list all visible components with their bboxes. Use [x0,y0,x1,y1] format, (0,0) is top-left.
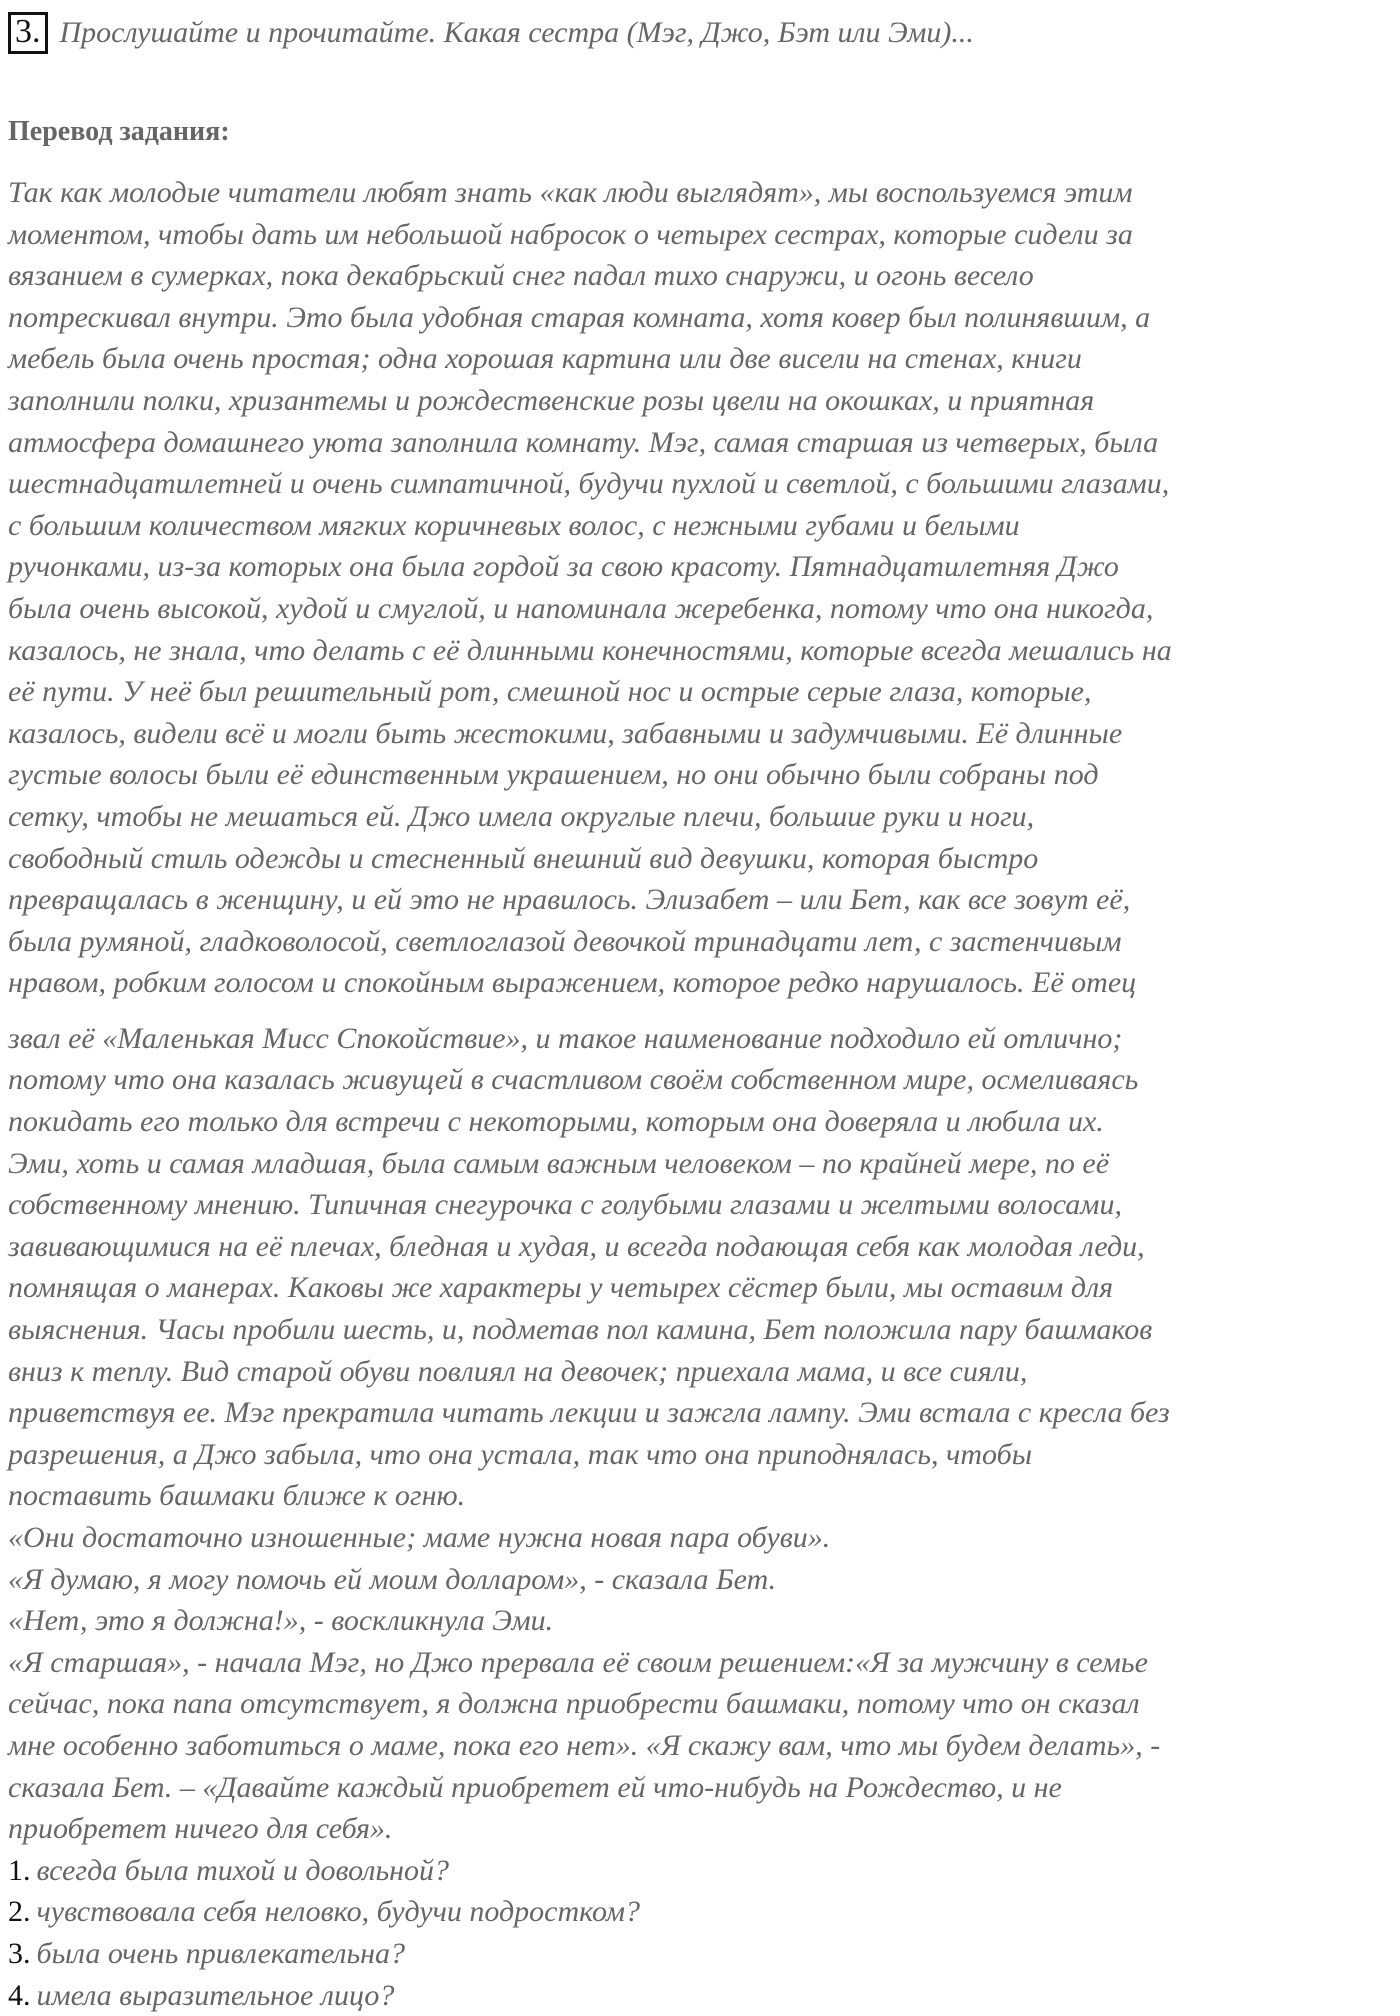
text-line: приобретет ничего для себя». [8,1812,393,1846]
text-line: превращалась в женщину, и ей это не нравилось. Элизабет – или Бет, как все зовут её, [8,883,1131,917]
text-line: была очень высокой, худой и смуглой, и напоминала жеребенка, потому что она никогда, [8,591,1154,625]
question-number: 1. [8,1853,31,1887]
text-line: «Я думаю, я могу помочь ей моим долларом», - сказала Бет. [8,1562,777,1596]
text-line: казалось, видели всё и могли быть жестокими, забавными и задумчивыми. Её длинные [8,716,1123,750]
translation-text [8,172,1393,2016]
text-line: «Я старшая», - начала Мэг, но Джо прервала её своим решением:«Я за мужчину в семье [8,1645,1148,1679]
text-line: покидать его только для встречи с некоторыми, которым она доверяла и любила их. [8,1105,1104,1139]
text-line: собственному мнению. Типичная снегурочка с голубыми глазами и желтыми волосами, [8,1188,1122,1222]
question-number: 2. [8,1895,31,1929]
text-line: заполнили полки, хризантемы и рождественские розы цвели на окошках, и приятная [8,383,1095,417]
task-instruction: Прослушайте и прочитайте. Какая сестра (Мэг, Джо, Бэт или Эми)... [59,16,974,49]
text-line: Так как молодые читатели любят знать «как люди выглядят», мы воспользуемся этим [8,176,1133,209]
text-line: казалось, не знала, что делать с её длинными конечностями, которые всегда мешались на [8,633,1172,667]
text-line: завивающимися на её плечах, бледная и худая, и всегда подающая себя как молодая леди, [8,1229,1145,1263]
question-number: 3. [8,1936,31,1970]
text-line: выяснения. Часы пробили шесть, и, подметав пол камина, Бет положила пару башмаков [8,1313,1153,1347]
question-text: имела выразительное лицо? [36,1978,395,2012]
text-line: разрешения, а Джо забыла, что она устала, так что она приподнялась, чтобы [8,1437,1033,1471]
text-line: приветствуя ее. Мэг прекратила читать лекции и зажгла лампу. Эми встала с кресла без [8,1396,1170,1430]
question-item [8,1850,1393,1892]
paragraph-gap [8,1004,1393,1018]
question-item [8,1933,1393,1975]
text-line: звал её «Маленькая Мисс Спокойствие», и такое наименование подходило ей отлично; [8,1021,1123,1055]
text-line: сетку, чтобы не мешаться ей. Джо имела округлые плечи, большие руки и ноги, [8,799,1035,833]
question-item [8,1891,1393,1933]
text-line: Эми, хоть и самая младшая, была самым важным человеком – по крайней мере, по её [8,1146,1110,1180]
text-line: атмосфера домашнего уюта заполнила комнату. Мэг, самая старшая из четверых, была [8,425,1159,459]
text-line: ручонками, из-за которых она была гордой за свою красоту. Пятнадцатилетняя Джо [8,550,1119,584]
text-line: с большим количеством мягких коричневых волос, с нежными губами и белыми [8,508,1020,542]
text-line: свободный стиль одежды и стесненный внешний вид девушки, которая быстро [8,841,1039,875]
text-line: шестнадцатилетней и очень симпатичной, будучи пухлой и светлой, с большими глазами, [8,467,1170,501]
text-line: моментом, чтобы дать им небольшой набросок о четырех сестрах, которые сидели за [8,217,1133,251]
text-line: помнящая о манерах. Каковы же характеры у четырех сёстер были, мы оставим для [8,1271,1114,1305]
text-line: сейчас, пока папа отсутствует, я должна приобрести башмаки, потому что он сказал [8,1687,1140,1721]
text-line: «Они достаточно изношенные; маме нужна новая пара обуви». [8,1521,831,1554]
text-line: её пути. У неё был решительный рот, смешной нос и острые серые глаза, которые, [8,675,1092,709]
text-line: вниз к теплу. Вид старой обуви повлиял на девочек; приехала мама, и все сияли, [8,1354,1028,1388]
text-line: сказала Бет. – «Давайте каждый приобретет ей что-нибудь на Рождество, и не [8,1770,1062,1804]
text-line: «Нет, это я должна!», - воскликнула Эми. [8,1604,554,1638]
text-line: потому что она казалась живущей в счастливом своём собственном мире, осмеливаясь [8,1063,1139,1097]
text-line: мне особенно заботиться о маме, пока его нет». «Я скажу вам, что мы будем делать», - [8,1728,1161,1762]
question-text: всегда была тихой и довольной? [36,1853,449,1887]
question-item [8,1975,1393,2016]
question-number: 4. [8,1978,31,2012]
text-line: потрескивал внутри. Это была удобная старая комната, хотя ковер был полинявшим, а [8,300,1151,334]
question-text: была очень привлекательна? [36,1936,406,1970]
question-text: чувствовала себя неловко, будучи подростком? [36,1895,641,1929]
translation-heading: Перевод задания: [8,116,230,147]
text-line: вязанием в сумерках, пока декабрьский снег падал тихо снаружи, и огонь весело [8,259,1034,293]
task-number-badge: 3. [8,12,48,54]
text-line: мебель была очень простая; одна хорошая картина или две висели на стенах, книги [8,342,1082,376]
text-line: была румяной, гладковолосой, светлоглазой девочкой тринадцати лет, с застенчивым [8,924,1122,958]
text-line: нравом, робким голосом и спокойным выражением, которое редко нарушалось. Её отец [8,966,1137,1000]
text-line: густые волосы были её единственным украшением, но они обычно были собраны под [8,758,1099,792]
text-line: поставить башмаки ближе к огню. [8,1479,466,1513]
task-header [8,12,974,54]
